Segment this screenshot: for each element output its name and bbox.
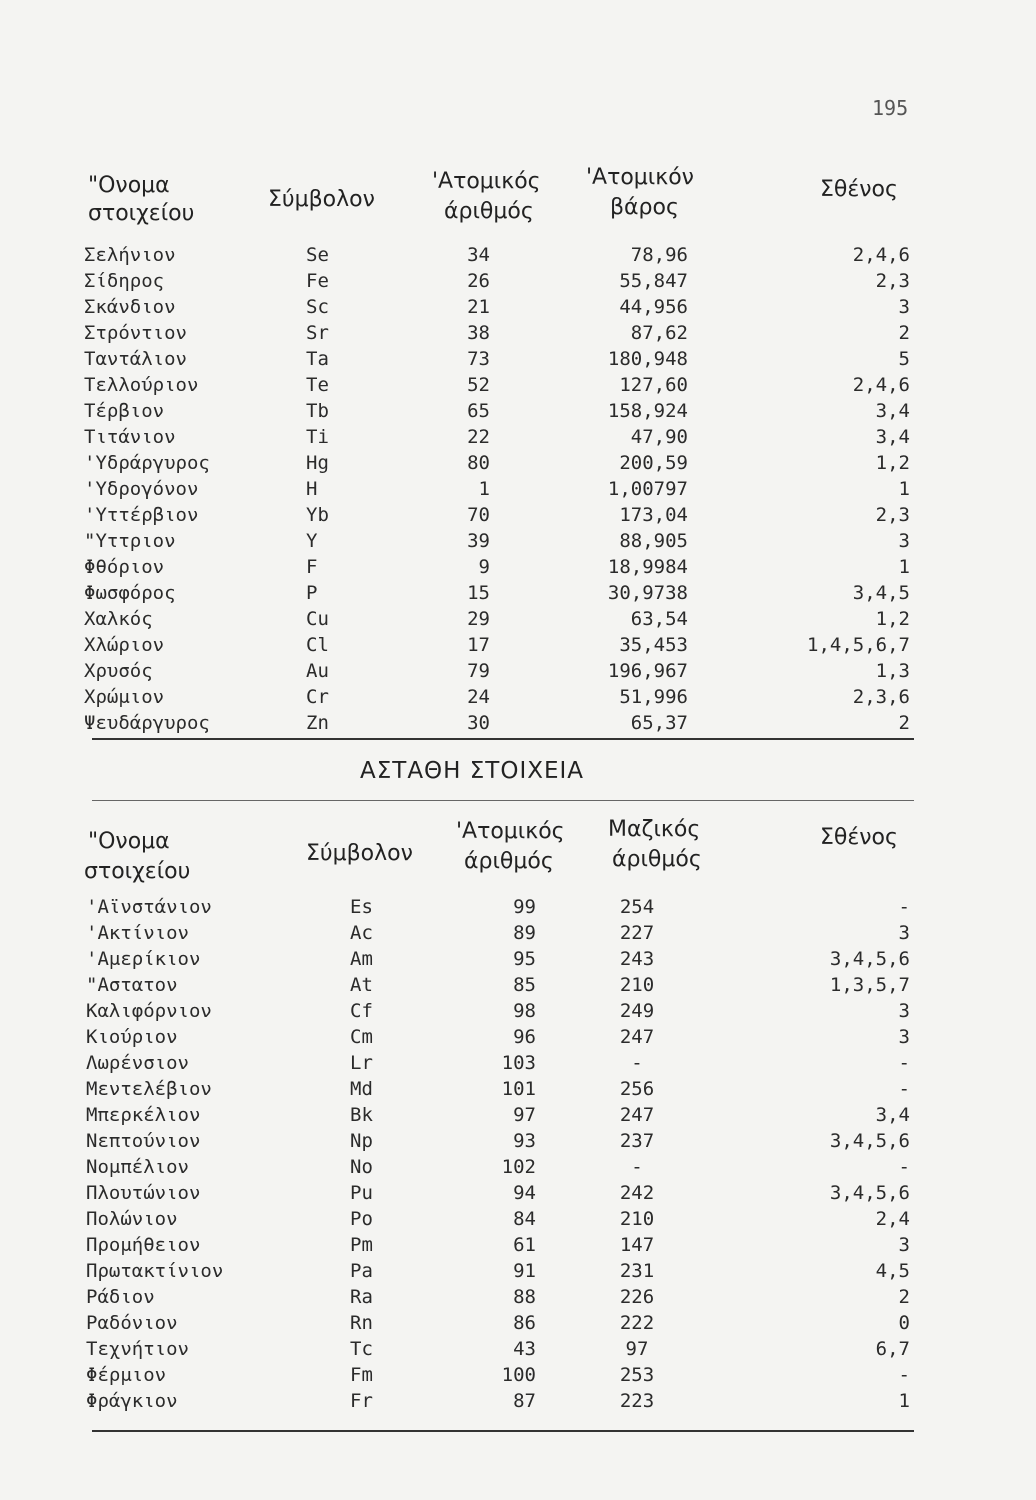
header-atomic-weight-line1: 'Ατομικόν — [586, 165, 694, 190]
valence: 2,4 — [875, 1208, 910, 1230]
valence: 1,2 — [875, 452, 910, 474]
atomic-number: 26 — [467, 270, 490, 292]
element-name: Φράγκιον — [86, 1390, 178, 1412]
u-header-atomic-number-line2: άριθμός — [464, 849, 554, 874]
header-name-line1: "Ονομα — [88, 173, 170, 198]
atomic-weight: 87,62 — [630, 322, 688, 344]
element-name: Ράδιον — [86, 1286, 155, 1308]
mass-number: 249 — [619, 1000, 655, 1022]
element-symbol: Fm — [350, 1364, 373, 1386]
atomic-weight: 55,847 — [619, 270, 688, 292]
element-name: 'Υδράργυρος — [84, 452, 210, 474]
atomic-number: 29 — [467, 608, 490, 630]
mass-number: 226 — [619, 1286, 655, 1308]
mass-number: 227 — [619, 922, 655, 944]
atomic-weight: 18,9984 — [607, 556, 688, 578]
element-symbol: H — [306, 478, 318, 500]
element-name: Φθόριον — [84, 556, 165, 578]
table-row — [0, 1154, 1036, 1180]
element-symbol: Bk — [350, 1104, 373, 1126]
element-name: Χλώριον — [84, 634, 165, 656]
atomic-number: 61 — [513, 1234, 536, 1256]
atomic-number: 70 — [467, 504, 490, 526]
table-row — [0, 372, 1036, 398]
valence: 3,4 — [875, 1104, 910, 1126]
table-row — [0, 1336, 1036, 1362]
atomic-number: 38 — [467, 322, 490, 344]
element-name: Μπερκέλιον — [86, 1104, 201, 1126]
table-row — [0, 684, 1036, 710]
element-symbol: Pu — [350, 1182, 373, 1204]
element-name: Φωσφόρος — [84, 582, 176, 604]
atomic-weight: 35,453 — [619, 634, 688, 656]
atomic-number: 95 — [513, 948, 536, 970]
u-header-name-line2: στοιχείου — [84, 859, 191, 884]
table-row — [0, 554, 1036, 580]
atomic-number: 24 — [467, 686, 490, 708]
element-symbol: Yb — [306, 504, 329, 526]
valence: 2,4,6 — [852, 374, 910, 396]
element-name: Χρώμιον — [84, 686, 165, 708]
valence: 6,7 — [875, 1338, 910, 1360]
table-row — [0, 1050, 1036, 1076]
table-row — [0, 398, 1036, 424]
element-name: "Υττριον — [84, 530, 176, 552]
table-row — [0, 1232, 1036, 1258]
atomic-number: 30 — [467, 712, 490, 734]
valence: 3,4,5 — [852, 582, 910, 604]
element-symbol: Sc — [306, 296, 329, 318]
element-name: Τελλούριον — [84, 374, 199, 396]
valence: 1,3,5,7 — [829, 974, 910, 996]
table-row — [0, 972, 1036, 998]
header-atomic-number-line2: άριθμός — [444, 199, 534, 224]
atomic-number: 43 — [513, 1338, 536, 1360]
table-row — [0, 502, 1036, 528]
table-row — [0, 946, 1036, 972]
element-symbol: Es — [350, 896, 373, 918]
header-atomic-weight-line2: βάρος — [610, 195, 679, 220]
element-symbol: Ti — [306, 426, 329, 448]
element-name: Ταντάλιον — [84, 348, 187, 370]
valence: 4,5 — [875, 1260, 910, 1282]
atomic-number: 65 — [467, 400, 490, 422]
element-symbol: Cl — [306, 634, 329, 656]
valence: - — [898, 1364, 910, 1386]
valence: 2,4,6 — [852, 244, 910, 266]
element-name: Χρυσός — [84, 660, 153, 682]
atomic-weight: 63,54 — [630, 608, 688, 630]
element-name: Πρωτακτίνιον — [86, 1260, 224, 1282]
atomic-number: 15 — [467, 582, 490, 604]
mass-number: 237 — [619, 1130, 655, 1152]
mass-number: 147 — [619, 1234, 655, 1256]
element-name: Ψευδάργυρος — [84, 712, 210, 734]
element-symbol: F — [306, 556, 318, 578]
atomic-weight: 127,60 — [619, 374, 688, 396]
atomic-number: 84 — [513, 1208, 536, 1230]
atomic-number: 88 — [513, 1286, 536, 1308]
element-name: Στρόντιον — [84, 322, 187, 344]
atomic-number: 17 — [467, 634, 490, 656]
element-symbol: Fr — [350, 1390, 373, 1412]
mass-number: - — [631, 1156, 643, 1178]
table-row — [0, 606, 1036, 632]
atomic-weight: 30,9738 — [607, 582, 688, 604]
atomic-number: 102 — [501, 1156, 536, 1178]
element-symbol: Sr — [306, 322, 329, 344]
valence: 2,3,6 — [852, 686, 910, 708]
atomic-weight: 1,00797 — [607, 478, 688, 500]
valence: 3 — [898, 922, 910, 944]
valence: 1 — [898, 1390, 910, 1412]
table-row — [0, 632, 1036, 658]
header-atomic-number-line1: 'Ατομικός — [432, 169, 541, 194]
mass-number: 242 — [619, 1182, 655, 1204]
element-symbol: No — [350, 1156, 373, 1178]
valence: 2,3 — [875, 270, 910, 292]
mass-number: 97 — [625, 1338, 649, 1360]
element-name: Τέρβιον — [84, 400, 165, 422]
element-symbol: Am — [350, 948, 373, 970]
table-row — [0, 658, 1036, 684]
table-row — [0, 1206, 1036, 1232]
valence: 3,4,5,6 — [829, 1182, 910, 1204]
atomic-weight: 158,924 — [607, 400, 688, 422]
element-name: 'Αμερίκιον — [86, 948, 201, 970]
element-symbol: Po — [350, 1208, 373, 1230]
atomic-number: 52 — [467, 374, 490, 396]
element-name: 'Αϊνστάνιον — [86, 896, 212, 918]
element-name: Λωρένσιον — [86, 1052, 189, 1074]
element-symbol: Cf — [350, 1000, 373, 1022]
element-symbol: Tc — [350, 1338, 373, 1360]
valence: 2 — [898, 712, 910, 734]
table-row — [0, 1388, 1036, 1414]
atomic-number: 100 — [501, 1364, 536, 1386]
table-row — [0, 528, 1036, 554]
atomic-number: 94 — [513, 1182, 536, 1204]
mass-number: 223 — [619, 1390, 655, 1412]
mass-number: 256 — [619, 1078, 655, 1100]
mass-number: 243 — [619, 948, 655, 970]
element-symbol: P — [306, 582, 318, 604]
valence: - — [898, 1078, 910, 1100]
element-symbol: Tb — [306, 400, 329, 422]
element-symbol: Ra — [350, 1286, 373, 1308]
header-symbol: Σύμβολον — [268, 187, 375, 212]
table-row — [0, 476, 1036, 502]
element-symbol: Zn — [306, 712, 329, 734]
valence: 1 — [898, 556, 910, 578]
mass-number: 254 — [619, 896, 655, 918]
element-symbol: Rn — [350, 1312, 373, 1334]
atomic-number: 101 — [501, 1078, 536, 1100]
table-row — [0, 450, 1036, 476]
element-symbol: Cm — [350, 1026, 373, 1048]
table-row — [0, 1310, 1036, 1336]
element-symbol: Se — [306, 244, 329, 266]
header-name-line2: στοιχείου — [88, 201, 195, 226]
unstable-table-bottom-rule — [92, 1430, 914, 1432]
mass-number: 210 — [619, 1208, 655, 1230]
atomic-weight: 180,948 — [607, 348, 688, 370]
element-symbol: Md — [350, 1078, 373, 1100]
page-number: 195 — [872, 96, 909, 120]
atomic-weight: 200,59 — [619, 452, 688, 474]
mass-number: 247 — [619, 1104, 655, 1126]
element-name: Φέρμιον — [86, 1364, 167, 1386]
element-symbol: Cu — [306, 608, 329, 630]
atomic-number: 39 — [467, 530, 490, 552]
valence: 0 — [898, 1312, 910, 1334]
valence: 5 — [898, 348, 910, 370]
atomic-number: 73 — [467, 348, 490, 370]
valence: 1,3 — [875, 660, 910, 682]
atomic-number: 86 — [513, 1312, 536, 1334]
valence: 1,4,5,6,7 — [807, 634, 910, 656]
mass-number: 231 — [619, 1260, 655, 1282]
valence: 1 — [898, 478, 910, 500]
element-name: Πολώνιον — [86, 1208, 178, 1230]
unstable-rows — [0, 894, 1036, 1414]
element-name: Σίδηρος — [84, 270, 165, 292]
element-name: "Αστατον — [86, 974, 178, 996]
mass-number: 222 — [619, 1312, 655, 1334]
valence: 1,2 — [875, 608, 910, 630]
table-row — [0, 580, 1036, 606]
element-name: Σκάνδιον — [84, 296, 176, 318]
stable-rows — [0, 242, 1036, 736]
atomic-weight: 78,96 — [630, 244, 688, 266]
table-row — [0, 346, 1036, 372]
valence: - — [898, 896, 910, 918]
element-name: Χαλκός — [84, 608, 153, 630]
table-row — [0, 1362, 1036, 1388]
header-valence: Σθένος — [820, 177, 898, 202]
table-row — [0, 242, 1036, 268]
table-row — [0, 268, 1036, 294]
valence: 3 — [898, 530, 910, 552]
mass-number: - — [631, 1052, 643, 1074]
element-name: Ραδόνιον — [86, 1312, 178, 1334]
valence: 3,4 — [875, 400, 910, 422]
valence: - — [898, 1052, 910, 1074]
element-name: Πλουτώνιον — [86, 1182, 201, 1204]
valence: 3 — [898, 1234, 910, 1256]
element-symbol: Hg — [306, 452, 329, 474]
element-symbol: Au — [306, 660, 329, 682]
table-row — [0, 320, 1036, 346]
atomic-weight: 173,04 — [619, 504, 688, 526]
atomic-number: 98 — [513, 1000, 536, 1022]
element-symbol: Fe — [306, 270, 329, 292]
valence: 3,4,5,6 — [829, 1130, 910, 1152]
atomic-number: 85 — [513, 974, 536, 996]
atomic-number: 91 — [513, 1260, 536, 1282]
element-name: 'Υττέρβιον — [84, 504, 199, 526]
section-title-unstable: ΑΣΤΑΘΗ ΣΤΟΙΧΕΙΑ — [360, 758, 585, 784]
stable-table-bottom-rule — [92, 738, 914, 740]
atomic-number: 79 — [467, 660, 490, 682]
valence: 3,4 — [875, 426, 910, 448]
atomic-number: 96 — [513, 1026, 536, 1048]
element-name: Τεχνήτιον — [86, 1338, 189, 1360]
atomic-number: 93 — [513, 1130, 536, 1152]
valence: 2 — [898, 1286, 910, 1308]
atomic-number: 1 — [478, 478, 490, 500]
atomic-number: 99 — [513, 896, 536, 918]
atomic-weight: 196,967 — [607, 660, 688, 682]
atomic-weight: 88,905 — [619, 530, 688, 552]
atomic-number: 9 — [478, 556, 490, 578]
element-name: Κιούριον — [86, 1026, 178, 1048]
u-header-mass-number-line2: άριθμός — [612, 847, 702, 872]
unstable-table-top-rule — [92, 800, 914, 801]
atomic-number: 21 — [467, 296, 490, 318]
atomic-weight: 44,956 — [619, 296, 688, 318]
mass-number: 253 — [619, 1364, 655, 1386]
table-row — [0, 294, 1036, 320]
atomic-number: 34 — [467, 244, 490, 266]
u-header-atomic-number-line1: 'Ατομικός — [456, 819, 565, 844]
table-row — [0, 1128, 1036, 1154]
element-name: Νεπτούνιον — [86, 1130, 201, 1152]
valence: - — [898, 1156, 910, 1178]
table-row — [0, 1102, 1036, 1128]
valence: 2,3 — [875, 504, 910, 526]
atomic-weight: 51,996 — [619, 686, 688, 708]
valence: 3 — [898, 1000, 910, 1022]
u-header-symbol: Σύμβολον — [306, 841, 413, 866]
element-name: 'Υδρογόνον — [84, 478, 199, 500]
element-symbol: Pa — [350, 1260, 373, 1282]
element-symbol: Np — [350, 1130, 373, 1152]
element-symbol: Pm — [350, 1234, 373, 1256]
element-symbol: Ta — [306, 348, 329, 370]
table-row — [0, 424, 1036, 450]
atomic-weight: 47,90 — [630, 426, 688, 448]
valence: 3 — [898, 1026, 910, 1048]
element-symbol: Cr — [306, 686, 329, 708]
valence: 2 — [898, 322, 910, 344]
u-header-name-line1: "Ονομα — [88, 829, 170, 854]
atomic-number: 89 — [513, 922, 536, 944]
atomic-number: 87 — [513, 1390, 536, 1412]
table-row — [0, 894, 1036, 920]
atomic-number: 22 — [467, 426, 490, 448]
valence: 3,4,5,6 — [829, 948, 910, 970]
table-row — [0, 1180, 1036, 1206]
atomic-number: 80 — [467, 452, 490, 474]
table-row — [0, 1076, 1036, 1102]
element-symbol: Ac — [350, 922, 373, 944]
element-name: Σελήνιον — [84, 244, 176, 266]
element-symbol: Y — [306, 530, 318, 552]
mass-number: 210 — [619, 974, 655, 996]
element-symbol: At — [350, 974, 373, 996]
table-row — [0, 998, 1036, 1024]
table-row — [0, 1258, 1036, 1284]
element-name: Προμήθειον — [86, 1234, 201, 1256]
u-header-valence: Σθένος — [820, 825, 898, 850]
element-symbol: Te — [306, 374, 329, 396]
mass-number: 247 — [619, 1026, 655, 1048]
atomic-weight: 65,37 — [630, 712, 688, 734]
table-row — [0, 1284, 1036, 1310]
table-row — [0, 1024, 1036, 1050]
element-symbol: Lr — [350, 1052, 373, 1074]
valence: 3 — [898, 296, 910, 318]
table-row — [0, 920, 1036, 946]
u-header-mass-number-line1: Μαζικός — [608, 817, 701, 842]
element-name: Τιτάνιον — [84, 426, 176, 448]
element-name: Νομπέλιον — [86, 1156, 189, 1178]
atomic-number: 97 — [513, 1104, 536, 1126]
element-name: Μεντελέβιον — [86, 1078, 212, 1100]
table-row — [0, 710, 1036, 736]
atomic-number: 103 — [501, 1052, 536, 1074]
element-name: 'Ακτίνιον — [86, 922, 189, 944]
element-name: Καλιφόρνιον — [86, 1000, 212, 1022]
